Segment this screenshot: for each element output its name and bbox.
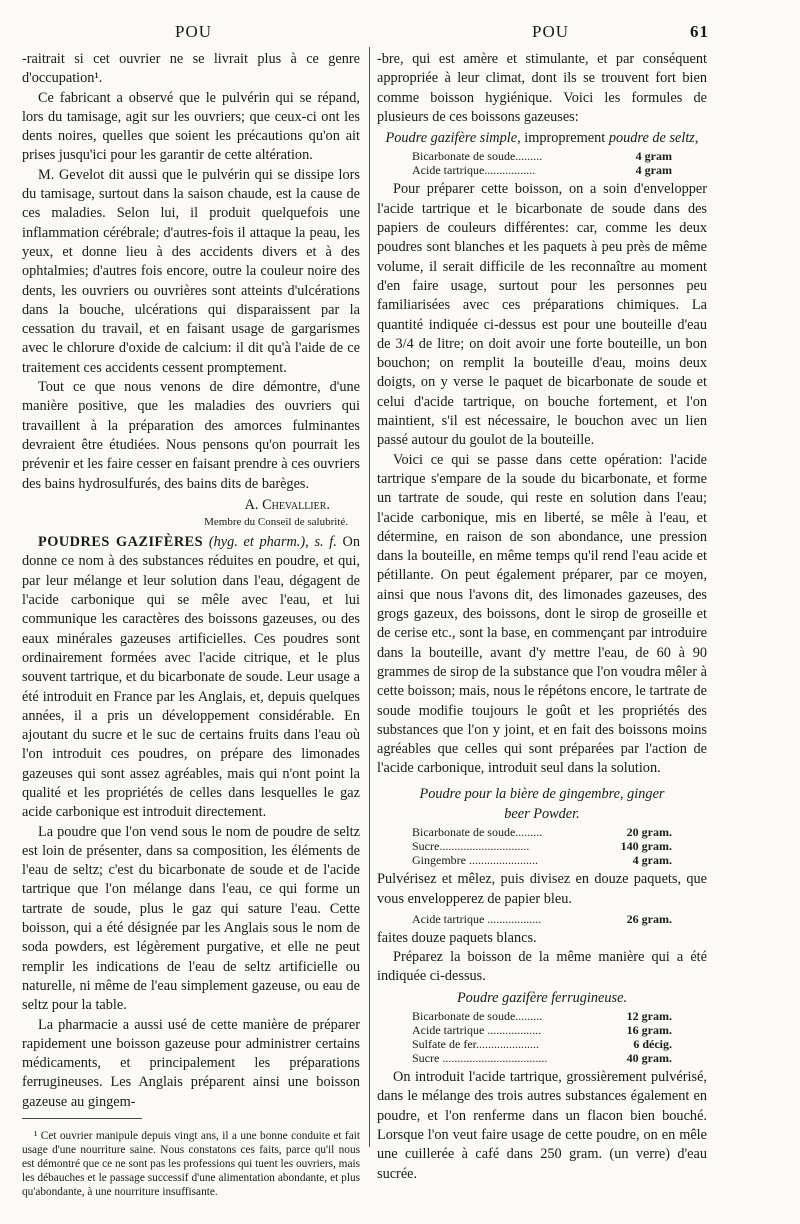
ingredient-name: Sulfate de fer..................... <box>412 1037 539 1052</box>
ingredient-name: Bicarbonate de soude......... <box>412 149 543 164</box>
paragraph: faites douze paquets blancs. <box>377 929 537 946</box>
formula-row <box>412 1009 672 1023</box>
ingredient-quantity: 12 gram. <box>626 1009 672 1024</box>
page-number: 61 <box>690 22 709 41</box>
ingredient-quantity: 16 gram. <box>626 1023 672 1038</box>
entry-text: On donne ce nom à des substances réduites en poudre, et qui, par leur mélange et leur solution dans l'eau, dégagent de l'acide carbonique qui se mêle avec l'eau, et lui communique les caractères des boissons gazeuses, ou des eaux minérales gazeuses artificielles. Ces poudres sont ordinairement formées avec l'acide citrique, et le plus souvent tartrique, et du bicarbonate de soude. Leur usage a été introduit en France par les Anglais, et, depuis quelques années, il a pris un développement considérable. En ajoutant du sucre et le suc de certains fruits dans l'eau où l'on introduit ces poudres, on prépare des limonades gazeuses qui sont assez agréables, mais qui n'ont point la qualité et les propriétés de celles dans lesquelles le gaz acide carbonique est introduit directement. <box>22 534 361 821</box>
paragraph: -raitrait si cet ouvrier ne se livrait plus à ce genre d'occupation¹. <box>22 51 360 87</box>
left-column <box>22 50 360 1199</box>
ingredient-quantity: 140 gram. <box>620 839 672 854</box>
formula-table <box>412 912 672 926</box>
paragraph: Pulvérisez et mêlez, puis divisez en douze paquets, que vous envelopperez de papier bleu. <box>377 871 707 907</box>
ingredient-name: Sucre.............................. <box>412 839 530 854</box>
formula-row <box>412 1051 672 1065</box>
paragraph: M. Gevelot dit aussi que le pulvérin qui se dissipe lors du tamisage, surtout dans la saison chaude, est la cause de ces maladies. Selon lui, il produit quelquefois une inflammation cérébrale; d'autres-fois il attaque la peau, les yeux, et donne lieu à des accidents divers et à des ophtalmies; d'autres fois encore, outre la couleur noire des dents, les ouvriers ou ouvrières sont atteints d'ulcérations dans la bouche, ulcérations qui disparaissent par la cessation du travail, et en faisant usage de gargarismes avec le chlorure d'oxide de calcium: il dit qu'à l'aide de ce traitement ces accidents cessent promptement. <box>22 166 360 376</box>
footnote-rule <box>22 1118 142 1119</box>
formula-table <box>412 149 672 177</box>
formula-title-part: , <box>694 130 699 147</box>
right-column <box>377 50 707 1184</box>
footnote: ¹ Cet ouvrier manipule depuis vingt ans, il a une bonne conduite et fait usage d'une nourriture saine. Nous constatons ces faits, parce qu'il nous est démontré que ce ne sont pas les professions qui tuent les ouvriers, mais les débauches et le passage successif d'une alimentation abondante, et plus qu'abondante, à une nourriture insuffisante. <box>22 1130 360 1199</box>
ingredient-quantity: 26 gram. <box>626 911 672 926</box>
formula-row <box>412 825 672 839</box>
ingredient-name: Acide tartrique .................. <box>412 911 542 926</box>
ingredient-quantity: 4 gram <box>635 149 672 164</box>
entry-tags: (hyg. et pharm.), s. f. <box>203 534 343 551</box>
formula-title: Poudre pour la bière de gingembre, ginger <box>419 785 665 802</box>
formula-row <box>412 839 672 853</box>
formula-table <box>412 1009 672 1065</box>
author-signature: A. Chevallier. <box>244 496 330 513</box>
paragraph: On introduit l'acide tartrique, grossièrement pulvérisé, dans le mélange des trois autres substances également en poudre, et l'on renferme dans un flacon bien bouché. Lorsque l'on veut faire usage de cette poudre, on en mêle une cuillerée à café dans 250 gram. (un verre) d'eau sucrée. <box>377 1069 707 1182</box>
paragraph: Ce fabricant a observé que le pulvérin qui se répand, lors du tamisage, agit sur les ouvriers; que ceux-ci ont les dents noires, quelles que soient les précautions qu'on ait prises jusqu'ici pour les garantir de cette altération. <box>22 89 360 164</box>
paragraph: Préparez la boisson de la même manière qui a été indiquée ci-dessus. <box>377 949 707 985</box>
formula-row <box>412 1023 672 1037</box>
ingredient-name: Bicarbonate de soude......... <box>412 825 543 840</box>
formula-row <box>412 853 672 867</box>
ingredient-name: Acide tartrique .................. <box>412 1023 542 1038</box>
ingredient-name: Sucre ................................... <box>412 1051 548 1066</box>
formula-row <box>412 1037 672 1051</box>
formula-title <box>377 129 707 148</box>
ingredient-name: Gingembre ....................... <box>412 853 538 868</box>
entry-title: POUDRES GAZIFÈRES <box>38 534 204 551</box>
formula-row <box>412 149 672 163</box>
ingredient-quantity: 6 décig. <box>633 1037 672 1052</box>
paragraph: La pharmacie a aussi usé de cette manière de préparer rapidement une boisson gazeuse pour administrer certains médicaments, et principalement les préparations ferrugineuses. Les Anglais préparent ainsi une boisson gazeuse au gingem- <box>22 1016 360 1110</box>
paragraph: -bre, qui est amère et stimulante, et par conséquent appropriée à leur climat, dont ils se trouvent fort bien comme boisson hygiénique. Voici les formules de plusieurs de ces boissons gazeuses: <box>377 51 707 125</box>
entry-paragraph <box>22 533 360 822</box>
paragraph: Voici ce qui se passe dans cette opération: l'acide tartrique s'empare de la soude du bicarbonate, et forme un tartrate de soude, qui reste en solution dans l'eau; l'acide carbonique, mis en liberté, se mêle à l'eau, et détermine, en raison de son abondance, une pression dans la bouteille, en même temps qu'il rend l'eau acide et pétillante. On peut également préparer, par ce moyen, ainsi que nous l'avons dit, des limonades gazeuses, des grogs gazeux, des boissons, dont le sirop de groseille et de cerise etc., sont la base, en commençant par introduire dans la bouteille, avant d'y mettre l'eau, de 60 à 90 grammes de sirop de la substance que l'on voudra mêler à cette boisson; mais, nous le répétons encore, le tartrate de soude modifie toujours le goût et les propriétés des substances que l'on y joint, et en fait des boissons moins agréables que celles qui sont préparées par l'action de l'acide carbonique, introduit seul dans la solution. <box>377 451 707 777</box>
column-rule <box>369 47 370 1147</box>
running-head-middle: POU <box>532 22 570 41</box>
author-title: Membre du Conseil de salubrité. <box>204 516 348 529</box>
ingredient-quantity: 20 gram. <box>626 825 672 840</box>
formula-table <box>412 825 672 867</box>
running-head-left: POU <box>175 22 213 41</box>
paragraph: Tout ce que nous venons de dire démontre, d'une manière positive, que les maladies des ouvriers qui travaillent à la préparation des amorces fulminantes devraient être étudiées. Nous pensons qu'on pourrait les prévenir et les faire cesser en faisant prendre à ces ouvriers des bains hydrosulfurés, des bains dits de barèges. <box>22 379 360 492</box>
paragraph: Pour préparer cette boisson, on a soin d'envelopper l'acide tartrique et le bicarbonate de soude dans des papiers de couleurs différentes: car, comme les deux poudres sont blanches et les paquets à peu près de même volume, il serait difficile de les reconnaître au moment d'en faire usage, surtout pour les personnes peu familiarisées avec ces préparations chimiques. La quantité indiquée ci-dessus est pour une bouteille d'eau de 3/4 de litre; on doit avoir une forte bouteille, un bon bouchon; on remplit la bouteille d'eau, moins deux doigts, on y verse le paquet de bicarbonate de soude et celui d'acide tartrique, on bouche fortement, et l'on maintient, s'il est nécessaire, le bouchon avec un lien passé autour du goulot de la bouteille. <box>377 181 707 449</box>
formula-row <box>412 163 672 177</box>
ingredient-name: Acide tartrique................. <box>412 163 536 178</box>
ingredient-quantity: 4 gram <box>635 163 672 178</box>
formula-title-part: improprement <box>520 130 609 147</box>
formula-title: Poudre gazifère ferrugineuse. <box>456 989 628 1006</box>
ingredient-quantity: 40 gram. <box>626 1051 672 1066</box>
paragraph: La poudre que l'on vend sous le nom de poudre de seltz est loin de présenter, dans sa composition, les éléments de l'eau de seltz; c'est du bicarbonate de soude et de l'acide tartrique que l'on mélange dans l'eau, ce qui forme un tartrate de soude, plus le gaz qui sature l'eau. Cette boisson, qui a été désignée par les Anglais sous le nom de soda powders, est légèrement purgative, et elle ne peut remplir les indications de l'eau de seltz artificielle ou naturelle, ni même de l'eau simplement gazeuse, ou eau de seltz pour la table. <box>22 823 360 1014</box>
formula-title-part: Poudre gazifère simple, <box>385 130 521 147</box>
formula-row <box>412 912 672 926</box>
ingredient-quantity: 4 gram. <box>632 853 672 868</box>
ingredient-name: Bicarbonate de soude......... <box>412 1009 543 1024</box>
formula-title: beer Powder. <box>504 805 580 822</box>
formula-title-part: poudre de seltz <box>608 130 695 147</box>
